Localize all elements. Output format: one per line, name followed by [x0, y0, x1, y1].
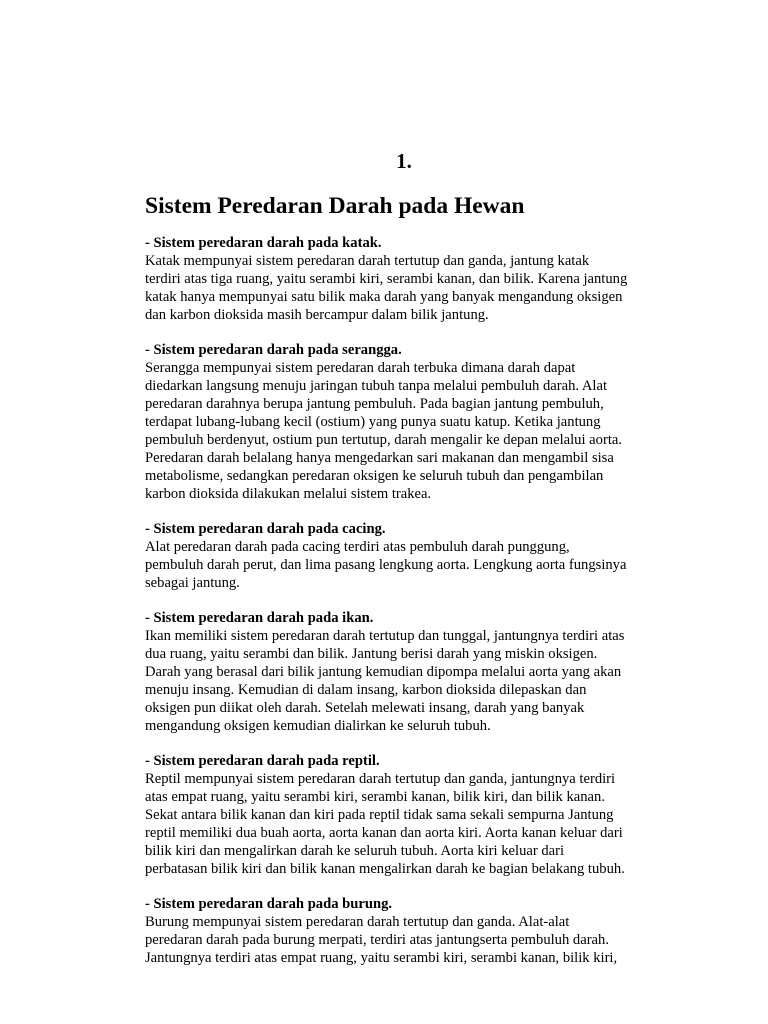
paragraph-line: Darah yang berasal dari bilik jantung kemudian dipompa melalui aorta yang akan	[145, 664, 622, 680]
section-number: 1.	[396, 149, 412, 173]
paragraph-line: pembuluh darah perut, dan lima pasang lengkung aorta. Lengkung aorta fungsinya	[145, 557, 627, 573]
section-reptil	[145, 752, 665, 878]
paragraph-line: bilik kiri dan mengalirkan darah ke seluruh tubuh. Aorta kiri keluar dari	[145, 843, 565, 859]
section-burung	[145, 895, 665, 967]
paragraph-line: Katak mempunyai sistem peredaran darah tertutup dan ganda, jantung katak	[145, 253, 590, 269]
paragraph-line: dan karbon dioksida masih bercampur dalam bilik jantung.	[145, 307, 489, 323]
section-heading: - Sistem peredaran darah pada cacing.	[145, 521, 386, 537]
paragraph-line: Alat peredaran darah pada cacing terdiri atas pembuluh darah punggung,	[145, 539, 570, 555]
section-katak	[145, 234, 665, 324]
section-heading: - Sistem peredaran darah pada katak.	[145, 235, 382, 251]
paragraph-line: mengandung oksigen kemudian dialirkan ke seluruh tubuh.	[145, 718, 491, 734]
paragraph-line: Reptil mempunyai sistem peredaran darah tertutup dan ganda, jantungnya terdiri	[145, 771, 616, 787]
section-ikan	[145, 609, 665, 735]
paragraph-line: atas empat ruang, yaitu serambi kiri, serambi kanan, bilik kiri, dan bilik kanan.	[145, 789, 605, 805]
paragraph-line: terdapat lubang-lubang kecil (ostium) yang punya suatu katup. Ketika jantung	[145, 414, 601, 430]
paragraph-line: Burung mempunyai sistem peredaran darah tertutup dan ganda. Alat-alat	[145, 914, 570, 930]
section-serangga	[145, 341, 665, 503]
paragraph-line: Serangga mempunyai sistem peredaran darah terbuka dimana darah dapat	[145, 360, 576, 376]
paragraph-line: dua ruang, yaitu serambi dan bilik. Jantung berisi darah yang miskin oksigen.	[145, 646, 598, 662]
paragraph-line: menuju insang. Kemudian di dalam insang, karbon dioksida dilepaskan dan	[145, 682, 587, 698]
document-body	[145, 234, 665, 984]
paragraph-line: sebagai jantung.	[145, 575, 240, 591]
section-heading: - Sistem peredaran darah pada serangga.	[145, 342, 402, 358]
paragraph-line: Sekat antara bilik kanan dan kiri pada reptil tidak sama sekali sempurna Jantung	[145, 807, 614, 823]
paragraph-line: karbon dioksida dilakukan melalui sistem trakea.	[145, 486, 432, 502]
paragraph-line: diedarkan langsung menuju jaringan tubuh tanpa melalui pembuluh darah. Alat	[145, 378, 608, 394]
section-cacing	[145, 520, 665, 592]
paragraph-line: Peredaran darah belalang hanya mengedarkan sari makanan dan mengambil sisa	[145, 450, 614, 466]
paragraph-line: Jantungnya terdiri atas empat ruang, yaitu serambi kiri, serambi kanan, bilik kiri,	[145, 950, 618, 966]
section-heading: - Sistem peredaran darah pada burung.	[145, 896, 393, 912]
paragraph-line: oksigen pun diikat oleh darah. Setelah melewati insang, darah yang banyak	[145, 700, 585, 716]
paragraph-line: pembuluh berdenyut, ostium pun tertutup, darah mengalir ke depan melalui aorta.	[145, 432, 622, 448]
page-title: Sistem Peredaran Darah pada Hewan	[145, 193, 525, 219]
section-heading: - Sistem peredaran darah pada reptil.	[145, 753, 380, 769]
paragraph-line: peredaran darah pada burung merpati, terdiri atas jantungserta pembuluh darah.	[145, 932, 609, 948]
paragraph-line: metabolisme, sedangkan peredaran oksigen ke seluruh tubuh dan pengambilan	[145, 468, 604, 484]
paragraph-line: Ikan memiliki sistem peredaran darah tertutup dan tunggal, jantungnya terdiri atas	[145, 628, 625, 644]
paragraph-line: peredaran darahnya berupa jantung pembuluh. Pada bagian jantung pembuluh,	[145, 396, 604, 412]
paragraph-line: reptil memiliki dua buah aorta, aorta kanan dan aorta kiri. Aorta kanan keluar dari	[145, 825, 623, 841]
paragraph-line: terdiri atas tiga ruang, yaitu serambi kiri, serambi kanan, dan bilik. Karena jantung	[145, 271, 628, 287]
paragraph-line: katak hanya mempunyai satu bilik maka darah yang banyak mengandung oksigen	[145, 289, 623, 305]
paragraph-line: perbatasan bilik kiri dan bilik kanan mengalirkan darah ke bagian belakang tubuh.	[145, 861, 625, 877]
section-heading: - Sistem peredaran darah pada ikan.	[145, 610, 374, 626]
